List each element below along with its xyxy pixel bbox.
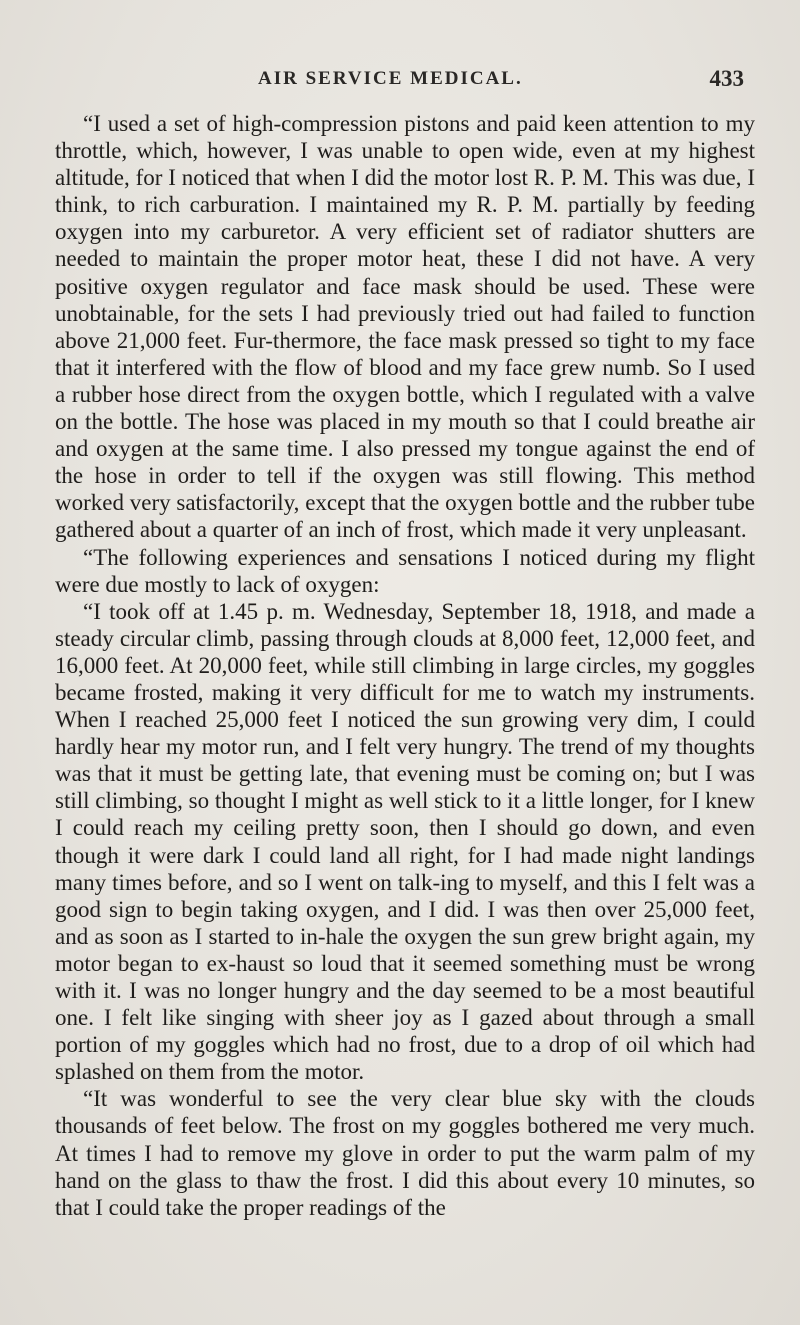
paragraph: “I used a set of high-compression pistons and paid keen attention to my throttle, which, however, I was unable to open wide, even at my highest altitude, for I noticed that when I did the motor lost R. P. M. This was due, I think, to rich carburation. I maintained my R. P. M. partially by feeding oxygen into my carburetor. A very efficient set of radiator shutters are needed to maintain the proper motor heat, these I did not have. A very positive oxygen regulator and face mask should be used. These were unobtainable, for the sets I had previously tried out had failed to function above 21,000 feet. Fur-thermore, the face mask pressed so tight to my face that it interfered with the flow of blood and my face grew numb. So I used a rubber hose direct from the oxygen bottle, which I regulated with a valve on the bottle. The hose was placed in my mouth so that I could breathe air and oxygen at the same time. I also pressed my tongue against the end of the hose in order to tell if the oxygen was still flowing. This method worked very satisfactorily, except that the oxygen bottle and the rubber tube gathered about a quarter of an inch of frost, which made it very unpleasant. [55,111,755,543]
paragraph: “The following experiences and sensations I noticed during my flight were due mostly to lack of oxygen: [55,544,755,597]
page-number: 433 [709,66,744,91]
paragraph: “It was wonderful to see the very clear blue sky with the clouds thousands of feet below. The frost on my goggles bothered me very much. At times I had to remove my glove in order to put the warm palm of my hand on the glass to thaw the frost. I did this about every 10 minutes, so that I could take the proper readings of the [55,1086,755,1220]
running-head [0,66,800,96]
body-text [55,110,755,1221]
paragraph: “I took off at 1.45 p. m. Wednesday, September 18, 1918, and made a steady circular climb, passing through clouds at 8,000 feet, 12,000 feet, and 16,000 feet. At 20,000 feet, while still climbing in large circles, my goggles became frosted, making it very difficult for me to watch my instruments. When I reached 25,000 feet I noticed the sun growing very dim, I could hardly hear my motor run, and I felt very hungry. The trend of my thoughts was that it must be getting late, that evening must be coming on; but I was still climbing, so thought I might as well stick to it a little longer, for I knew I could reach my ceiling pretty soon, then I should go down, and even though it were dark I could land all right, for I had made night landings many times before, and so I went on talk-ing to myself, and this I felt was a good sign to begin taking oxygen, and I did. I was then over 25,000 feet, and as soon as I started to in-hale the oxygen the sun grew bright again, my motor began to ex-haust so loud that it seemed something must be wrong with it. I was no longer hungry and the day seemed to be a most beautiful one. I felt like singing with sheer joy as I gazed about through a small portion of my goggles which had no frost, due to a drop of oil which had splashed on them from the motor. [55,598,755,1085]
running-title: AIR SERVICE MEDICAL. [258,68,523,89]
